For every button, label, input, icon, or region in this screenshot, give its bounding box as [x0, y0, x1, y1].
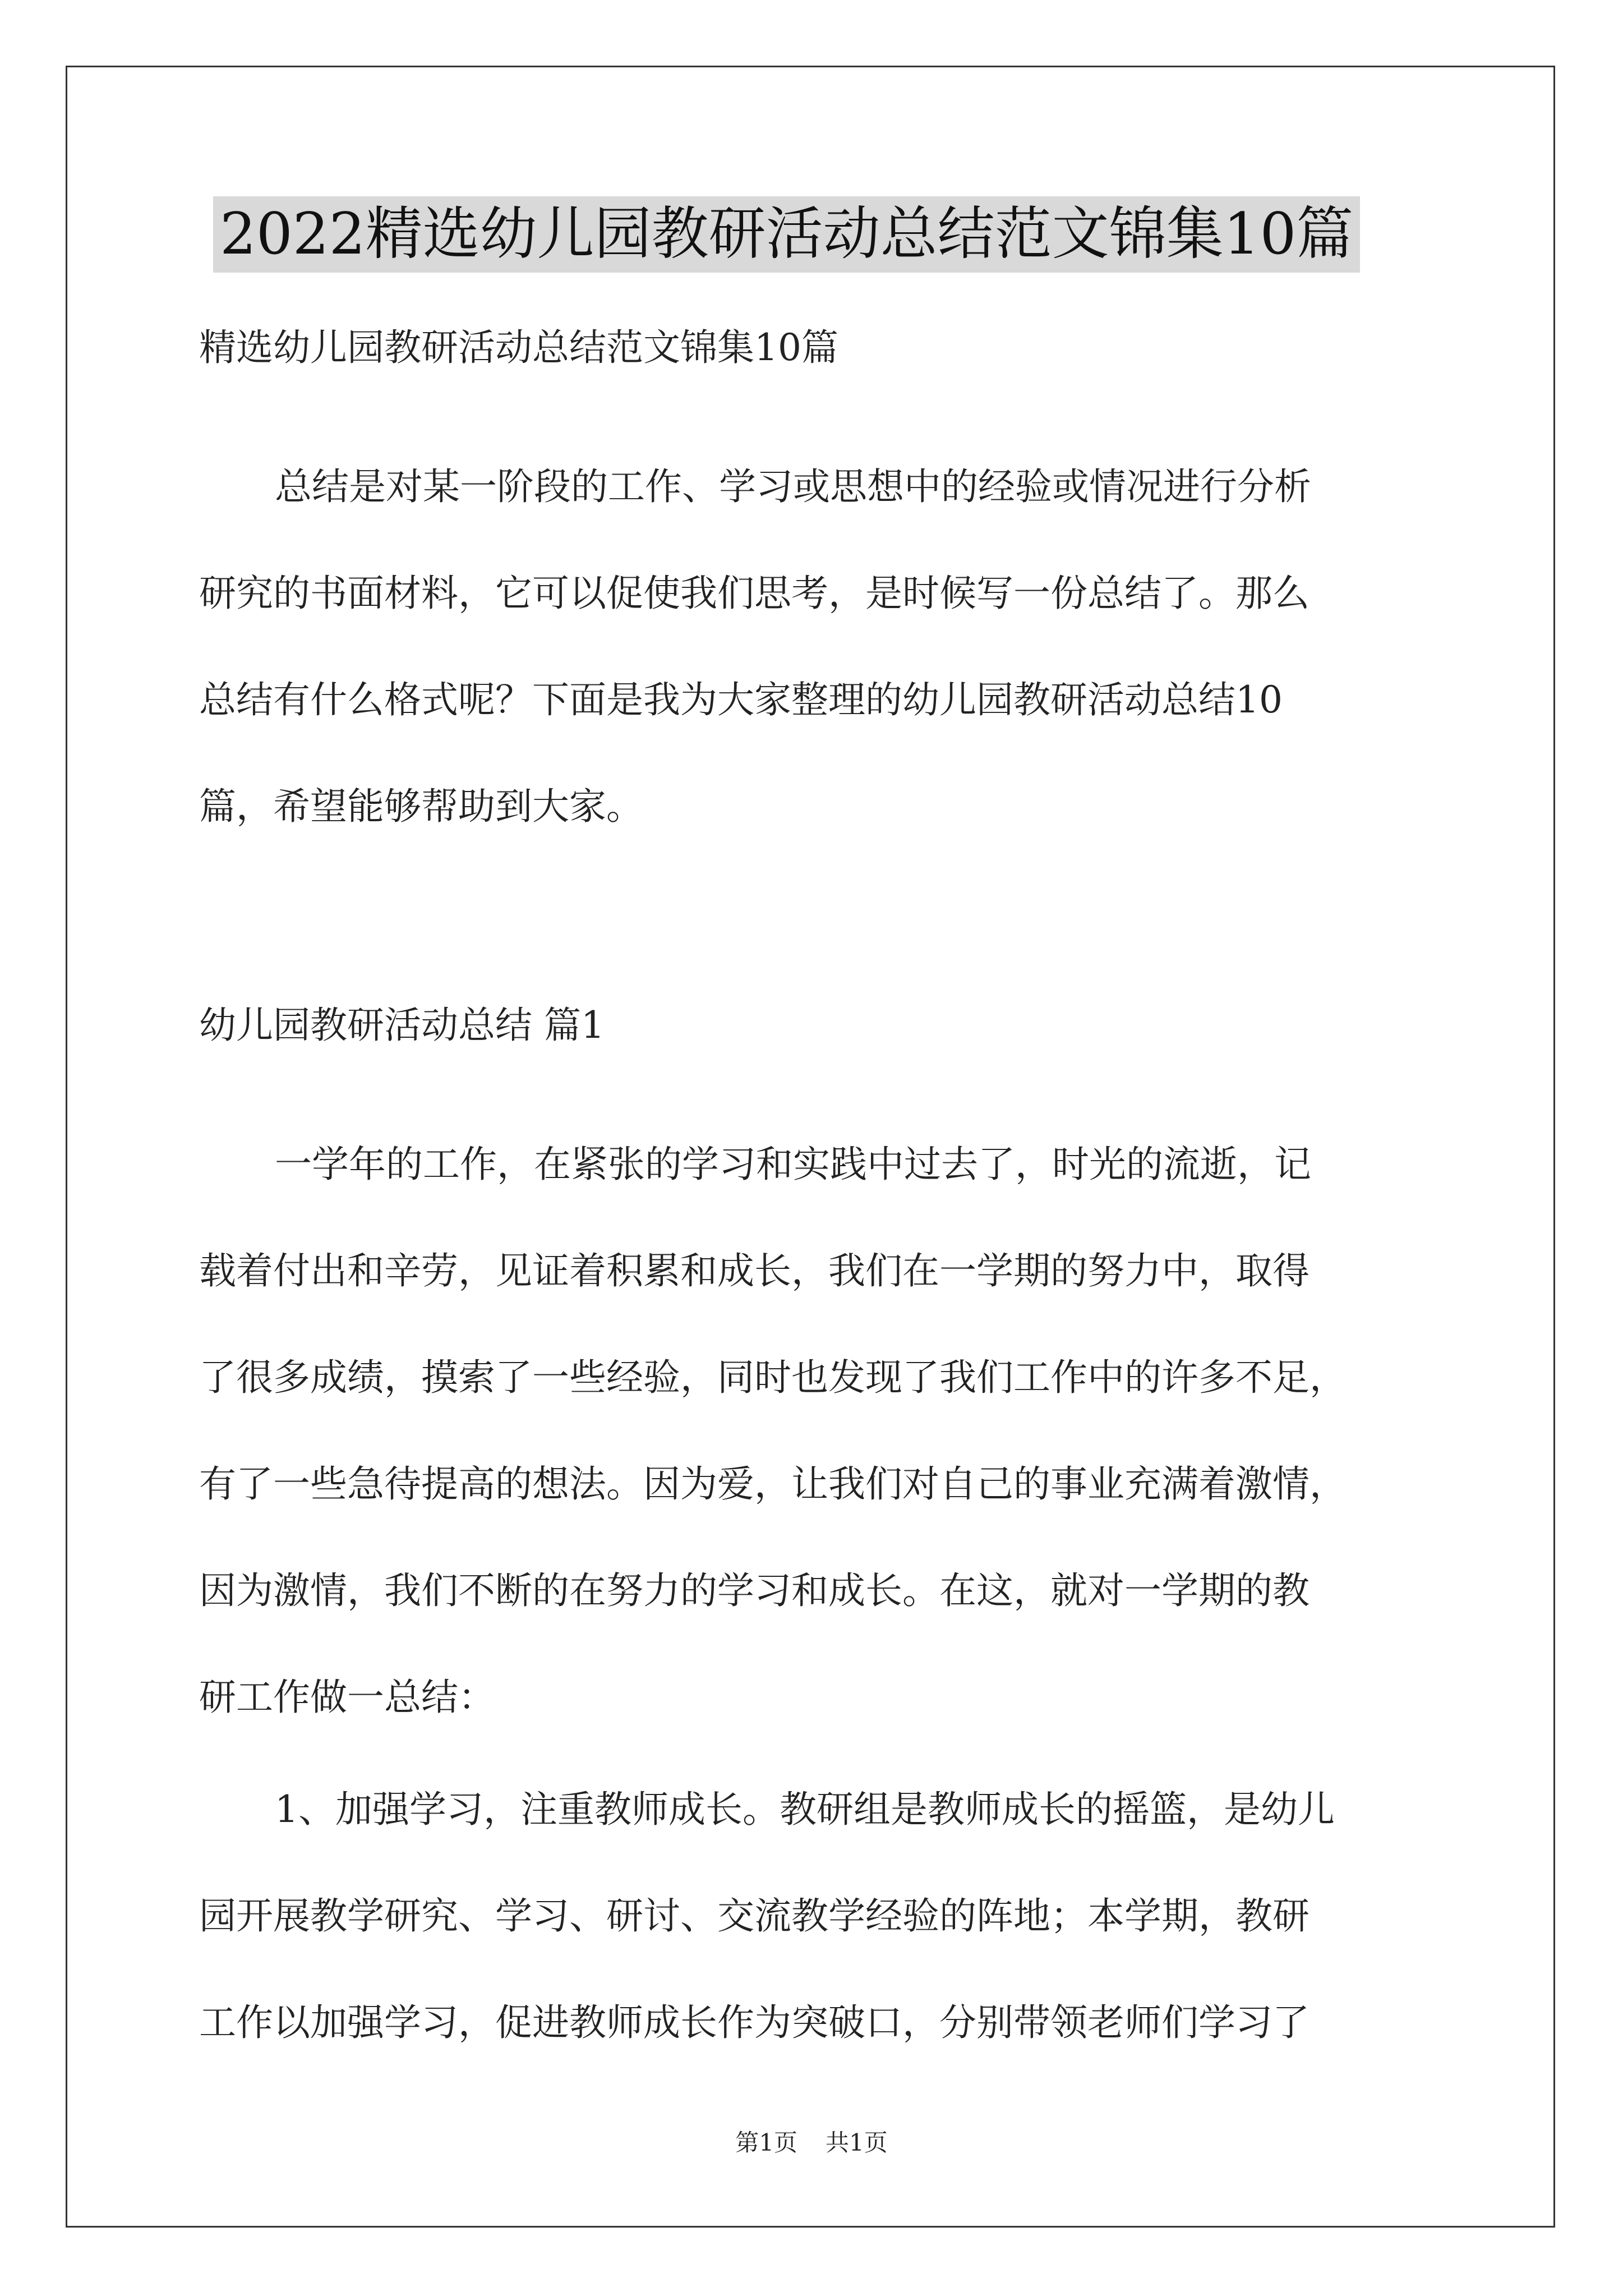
intro-line-3: 总结有什么格式呢？下面是我为大家整理的幼儿园教研活动总结10 — [199, 678, 1283, 721]
paragraph1-line-6: 研工作做一总结： — [199, 1676, 495, 1719]
section-heading: 幼儿园教研活动总结 篇1 — [199, 1004, 605, 1047]
paragraph1-line-4: 有了一些急待提高的想法。因为爱，让我们对自己的事业充满着激情， — [199, 1462, 1347, 1506]
paragraph1-line-3: 了很多成绩，摸索了一些经验，同时也发现了我们工作中的许多不足， — [199, 1356, 1347, 1399]
paragraph1-line-1: 一学年的工作，在紧张的学习和实践中过去了，时光的流逝，记 — [275, 1143, 1311, 1186]
paragraph2-line-3: 工作以加强学习，促进教师成长作为突破口，分别带领老师们学习了 — [199, 2001, 1310, 2044]
page-total: 共1页 — [826, 2129, 888, 2156]
page-number: 第1页 — [735, 2129, 797, 2156]
paragraph2-line-1: 1、加强学习，注重教师成长。教研组是教师成长的摇篮，是幼儿 — [275, 1788, 1335, 1831]
page-footer — [0, 2126, 1623, 2160]
intro-line-1: 总结是对某一阶段的工作、学习或思想中的经验或情况进行分析 — [275, 465, 1311, 508]
paragraph1-line-2: 载着付出和辛劳，见证着积累和成长，我们在一学期的努力中，取得 — [199, 1249, 1310, 1292]
intro-line-4: 篇，希望能够帮助到大家。 — [199, 785, 643, 828]
document-subtitle: 精选幼儿园教研活动总结范文锦集10篇 — [199, 326, 838, 369]
paragraph1-line-5: 因为激情，我们不断的在努力的学习和成长。在这，就对一学期的教 — [199, 1569, 1310, 1612]
intro-line-2: 研究的书面材料，它可以促使我们思考，是时候写一份总结了。那么 — [199, 572, 1310, 615]
document-title: 2022精选幼儿园教研活动总结范文锦集10篇 — [213, 196, 1360, 273]
paragraph2-line-2: 园开展教学研究、学习、研讨、交流教学经验的阵地；本学期，教研 — [199, 1894, 1310, 1938]
